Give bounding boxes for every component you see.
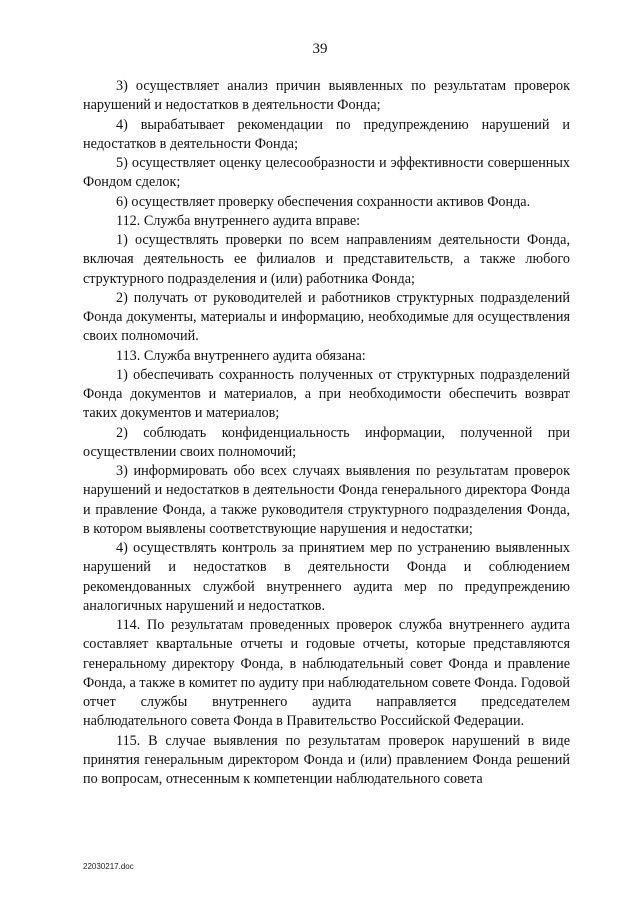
paragraph-114: 114. По результатам проведенных проверок служба внутреннего аудита составляет квартальные отчеты и годовые отчеты, которые представляются генеральному директору Фонда, в наблюдательный совет Фонда и правление Фонда, а также в комитет по аудиту при наблюдательном совете Фонда. Годовой отчет службы внутреннего аудита направляется председателем наблюдательного совета Фонда в Правительство Российской Федерации.	[83, 617, 570, 730]
paragraph-111-4: 4) вырабатывает рекомендации по предупреждению нарушений и недостатков в деятельности Фонда;	[83, 116, 570, 152]
document-body	[83, 77, 570, 789]
page-number: 39	[312, 41, 328, 57]
paragraph-111-6: 6) осуществляет проверку обеспечения сохранности активов Фонда.	[116, 193, 531, 210]
paragraph-112-2: 2) получать от руководителей и работников структурных подразделений Фонда документы, материалы и информацию, необходимые для осуществления своих полномочий.	[83, 289, 570, 345]
paragraph-111-3: 3) осуществляет анализ причин выявленных по результатам проверок нарушений и недостатков в деятельности Фонда;	[83, 78, 570, 114]
paragraph-113-heading: 113. Служба внутреннего аудита обязана:	[116, 347, 366, 364]
footer-filename: 22030217.doc	[83, 862, 134, 871]
paragraph-111-5: 5) осуществляет оценку целесообразности и эффективности совершенных Фондом сделок;	[83, 155, 570, 191]
paragraph-112-1: 1) осуществлять проверки по всем направлениям деятельности Фонда, включая деятельность ее филиалов и представительств, а также любого структурного подразделения и (или) работника Фонда;	[83, 232, 570, 287]
paragraph-115: 115. В случае выявления по результатам проверок нарушений в виде принятия генеральным директором Фонда и (или) правлением Фонда решений по вопросам, отнесенным к компетенции наблюдательного совета	[83, 732, 570, 787]
paragraph-113-4: 4) осуществлять контроль за принятием мер по устранению выявленных нарушений и недостатков в деятельности Фонда и соблюдением рекомендованных службой внутреннего аудита мер по предупреждению аналогичных нарушений и недостатков.	[83, 540, 570, 614]
paragraph-113-3: 3) информировать обо всех случаях выявления по результатам проверок нарушений и недостатков в деятельности Фонда генерального директора Фонда и правление Фонда, а также руководителя структурного подразделения Фонда, в котором выявлены соответствующие нарушения и недостатки;	[83, 463, 570, 537]
paragraph-113-1: 1) обеспечивать сохранность полученных от структурных подразделений Фонда документов и материалов, а при необходимости обеспечить возврат таких документов и материалов;	[83, 366, 570, 422]
paragraph-112-heading: 112. Служба внутреннего аудита вправе:	[116, 212, 361, 229]
paragraph-113-2: 2) соблюдать конфиденциальность информации, полученной при осуществлении своих полномочий;	[83, 424, 570, 460]
